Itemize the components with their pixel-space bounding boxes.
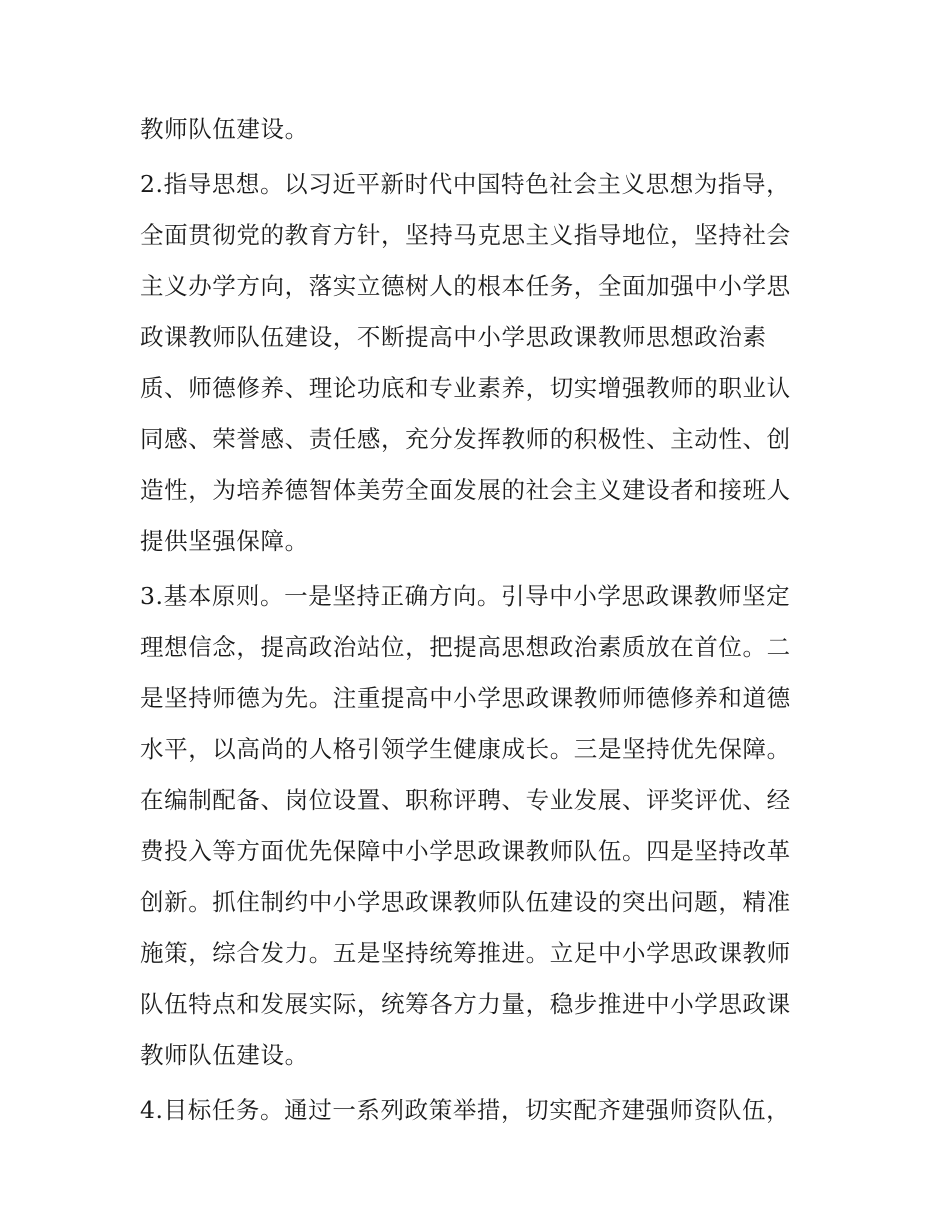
text-line: 费投入等方面优先保障中小学思政课教师队伍。四是坚持改革: [140, 837, 791, 865]
paragraph-1: [140, 104, 820, 155]
text-line: 同感、荣誉感、责任感，充分发挥教师的积极性、主动性、创: [140, 425, 791, 453]
text-line: 教师队伍建设。: [140, 115, 309, 143]
paragraph-3-basic-principles: [140, 571, 820, 1081]
text-line: 4.目标任务。通过一系列政策举措，切实配齐建强师资队伍，: [140, 1096, 791, 1124]
text-line: 政课教师队伍建设，不断提高中小学思政课教师思想政治素: [140, 323, 767, 351]
text-line: 在编制配备、岗位设置、职称评聘、专业发展、评奖评优、经: [140, 786, 791, 814]
text-line: 队伍特点和发展实际，统筹各方力量，稳步推进中小学思政课: [140, 990, 791, 1018]
text-line: 造性，为培养德智体美劳全面发展的社会主义建设者和接班人: [140, 476, 791, 504]
text-line: 主义办学方向，落实立德树人的根本任务，全面加强中小学思: [140, 272, 791, 300]
text-line: 质、师德修养、理论功底和专业素养，切实增强教师的职业认: [140, 374, 791, 402]
text-line: 教师队伍建设。: [140, 1041, 309, 1069]
text-line: 2.指导思想。以习近平新时代中国特色社会主义思想为指导，: [140, 170, 791, 198]
paragraph-2-guiding-ideology: [140, 159, 820, 567]
text-line: 理想信念，提高政治站位，把提高思想政治素质放在首位。二: [140, 633, 791, 661]
text-line: 创新。抓住制约中小学思政课教师队伍建设的突出问题，精准: [140, 888, 791, 916]
text-line: 全面贯彻党的教育方针，坚持马克思主义指导地位，坚持社会: [140, 221, 791, 249]
text-line: 水平，以高尚的人格引领学生健康成长。三是坚持优先保障。: [140, 735, 791, 763]
paragraph-4-goals-tasks: [140, 1085, 820, 1136]
text-line: 3.基本原则。一是坚持正确方向。引导中小学思政课教师坚定: [140, 582, 791, 610]
document-body: [140, 104, 820, 1136]
text-line: 提供坚强保障。: [140, 527, 309, 555]
text-line: 施策，综合发力。五是坚持统筹推进。立足中小学思政课教师: [140, 939, 791, 967]
text-line: 是坚持师德为先。注重提高中小学思政课教师师德修养和道德: [140, 684, 791, 712]
